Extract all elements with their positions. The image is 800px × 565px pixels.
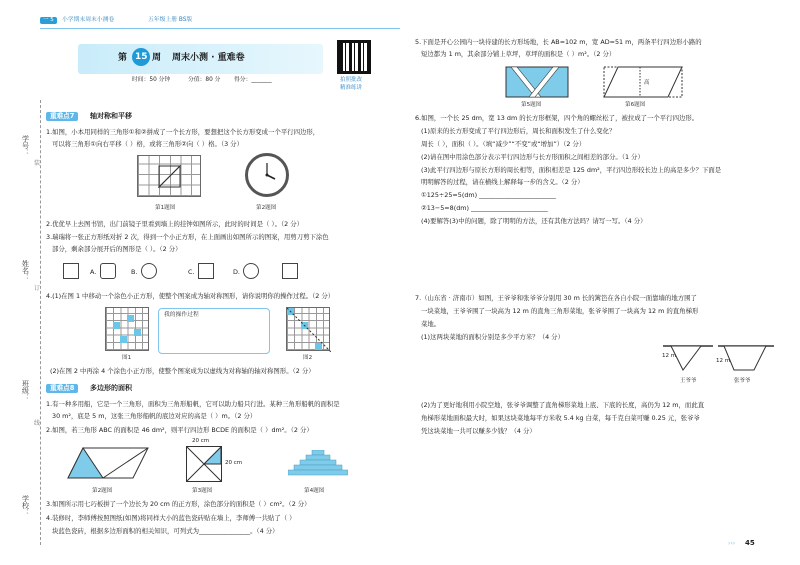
q7-line5: (2)为了更好地利用小院空地，张爷爷调整了直角梯形菜地上底、下底的长度，高仍为 12 m，而此直 (421, 401, 705, 409)
s8-q1-line1: 1.有一种多用船，它是一个三角形，面积为三角形船帆，它可以助力船只行进。某种三角形船帆的面积是 (46, 400, 340, 408)
caption-q6: 第6题图 (625, 102, 646, 108)
school-label: 学校： (21, 495, 30, 516)
caption-q5: 第5题图 (521, 102, 542, 108)
page-arrows: ››› (728, 540, 736, 547)
edition: 五年级上册 BS版 (148, 17, 193, 23)
section-tag-7: 重难点7 (46, 112, 78, 121)
q6-line4: (2)请在图中用涂色部分表示平行四边形与长方形面积之间相差的部分。（1 分） (421, 153, 644, 161)
q5-line2: 短边都为 1 m，其余部分铺上草坪，草坪的面积是（ ）m²。（2 分） (421, 50, 616, 58)
caption-fig1: 第1题图 (155, 205, 176, 211)
s8-q4-line1: 4.装修时，李师傅按照图纸(如图)将同样大小的蓝色瓷砖贴在墙上，李师傅一共贴了（ ） (46, 514, 296, 522)
series-name: 小学期末周末小测卷 (62, 17, 115, 23)
opt-a-figure (100, 263, 116, 279)
dim-right: 20 cm (225, 460, 243, 466)
grade-tag: 一 5 (40, 17, 57, 24)
q1-grid-figure (137, 155, 201, 197)
dim-top: 20 cm (192, 438, 210, 444)
q3-line2: 部分，剩余部分展开后的图形是（ ）。（2 分） (52, 245, 182, 253)
q3-figure (63, 263, 79, 279)
week-number: 15 (135, 52, 148, 62)
name-label: 姓名： (21, 260, 30, 281)
q6-line8: ②13−5=8(dm) ________________________ (421, 204, 548, 212)
caption-fig2: 第2题图 (256, 205, 277, 211)
s8-q3-tangram (186, 446, 222, 482)
q7-label-12m-a: 12 m (662, 353, 677, 359)
q6-figure (598, 66, 688, 98)
s8-q2-figure (58, 442, 158, 484)
opt-c[interactable]: C. (188, 268, 195, 276)
qr-caption-2: 精准练讲 (340, 85, 363, 91)
q2-text: 2.优优早上去图书馆，出门前镜子里看到墙上的挂钟如图所示，此时的时间是（ ）。（2 分） (46, 220, 304, 228)
score-got: 得分：_______ (234, 77, 272, 83)
q5-figure (505, 66, 569, 98)
qr-code[interactable] (337, 40, 371, 74)
opt-d[interactable]: D. (233, 268, 240, 276)
header-rule (40, 28, 400, 29)
q3-line1: 3.瑞瑞将一张正方形纸对折 2 次，得到一个小正方形，在上面画出如图所示的图案，用剪刀剪下涂色 (46, 233, 329, 241)
opt-extra-figure (282, 263, 298, 279)
q1-line2: 可以将三角形①向右平移（ ）格，或将三角形②向（ ）格。（3 分） (52, 140, 243, 148)
week-suffix: 周 (152, 53, 162, 63)
q4-line1: 4.(1)在图 1 中移动一个涂色小正方形，使整个图案成为轴对称图形，请你说明你的操作过程。（2 分） (46, 292, 335, 300)
opt-b-figure (141, 263, 157, 279)
q7-line4: (1)这两块菜地的面积分别是多少平方米？（4 分） (421, 333, 564, 341)
q6-line1: 6.如图，一个长 25 dm，宽 13 dm 的长方形框架，四个角的螺丝松了，被拉成了一个平行四边形。 (415, 114, 699, 122)
q4-line2: (2)在图 2 中再涂 4 个涂色小正方形，使整个图案成为以虚线为对称轴的轴对称图形。（2 分） (50, 367, 315, 375)
cut-mark-1: 装 (34, 160, 41, 167)
score-total: 分值：80 分 (188, 77, 221, 83)
caption-s8-q2: 第2题图 (92, 488, 113, 494)
caption-fig-1: 图1 (122, 355, 132, 361)
q7-line6: 角梯形菜地面积最大时，如果这块菜地每平方米收 5.4 kg 白菜，每千克白菜可赚 0.25 元，张爷爷 (421, 414, 700, 422)
q1-line1: 1.如图，小本用同样的三角形①和②拼成了一个长方形，要想把这个长方形变成一个平行四边形， (46, 128, 320, 136)
q7-line2: 一块菜地，王爷爷围了一块高为 12 m 的直角三角形菜地，张爷爷围了一块高为 12 m 的直角梯形 (421, 307, 699, 315)
s8-q2: 2.如图，若三角形 ABC 的面积是 46 dm²，则平行四边形 BCDE 的面积是（ ）dm²。（2 分） (46, 426, 313, 434)
s8-q4-line2: 块蓝色瓷砖，根据多边形面积的相关知识，可列式为________________。（4 分） (52, 527, 279, 535)
qr-caption-1: 拍照批改 (340, 77, 363, 83)
s8-q4-brick-wall (288, 450, 348, 482)
q4-fig1-grid (105, 307, 149, 351)
q7-label-12m-b: 12 m (716, 358, 731, 364)
q4-fig2-grid (286, 307, 330, 351)
q6-height-label: 高 (644, 80, 650, 86)
q6-line2: (1)原来的长方形变成了平行四边形后，周长和面积发生了什么变化？ (421, 127, 616, 135)
q6-line3: 周长（ ），面积（ ）。（填“减少”“不变”或“增加”）（2 分） (421, 140, 586, 148)
week-prefix: 第 (118, 53, 128, 63)
q7-line3: 菜地。 (421, 320, 441, 328)
time-info: 时间：50 分钟 (132, 77, 171, 83)
opt-b[interactable]: B. (131, 268, 138, 276)
s8-q1-line2: 30 m²，底是 5 m，这张三角形船帆的底边对应的高是（ ）m。（2 分） (52, 412, 257, 420)
class-label: 班级： (21, 380, 30, 401)
cut-mark-3: 线 (34, 420, 41, 427)
q7-label-zhang: 张爷爷 (734, 378, 751, 384)
page-title: 周末小测 · 重难卷 (172, 53, 245, 63)
binding-line (40, 100, 41, 545)
q7-line1: 7.（山东省 · 济南市）如图，王爷爷和张爷爷分别用 30 m 长的篱笆在各自小院一面靠墙的地方围了 (415, 294, 697, 302)
q5-line1: 5.下面是开心公园内一块待建的长方形场地，长 AB=102 m，宽 AD=51 m，两条平行四边形小路的 (415, 38, 702, 46)
wall-clock (245, 153, 289, 197)
header-bar (40, 16, 290, 28)
opt-d-figure (243, 263, 259, 279)
section-title-8: 多边形的面积 (90, 384, 132, 392)
caption-s8-q4: 第4题图 (304, 488, 325, 494)
q7-label-wang: 王爷爷 (680, 378, 697, 384)
caption-s8-q3: 第3题图 (192, 488, 213, 494)
student-id-label: 学号： (21, 135, 30, 156)
q6-line5: (3)此平行四边形与原长方形的周长相等，面积相差是 125 dm²，平行四边形较长边上的高是多少？下面是 (421, 166, 722, 174)
operation-box-label: 我的操作过程 (164, 312, 199, 318)
q6-line7: ①125÷25=5(dm) ________________________ (421, 191, 556, 199)
section-tag-8: 重难点8 (46, 384, 78, 393)
q6-line9: (4)要解答(3)中的问题，除了明明的方法，还有其他方法吗？请写一写。（4 分） (421, 217, 647, 225)
page-number: 45 (745, 539, 755, 547)
opt-c-figure (198, 263, 214, 279)
opt-a[interactable]: A. (90, 268, 97, 276)
cut-mark-2: 订 (34, 285, 41, 292)
s8-q3: 3.如图所示用七巧板拼了一个边长为 20 cm 的正方形，涂色部分的面积是（ ）cm²。（2 分） (46, 500, 311, 508)
q7-line7: 凭这块菜地一共可以赚多少钱？（4 分） (421, 427, 536, 435)
caption-fig-2: 图2 (303, 355, 313, 361)
section-title-7: 轴对称和平移 (90, 112, 132, 120)
q6-line6: 明明解答的过程，请在横线上解释每一步的含义。（2 分） (421, 178, 584, 186)
